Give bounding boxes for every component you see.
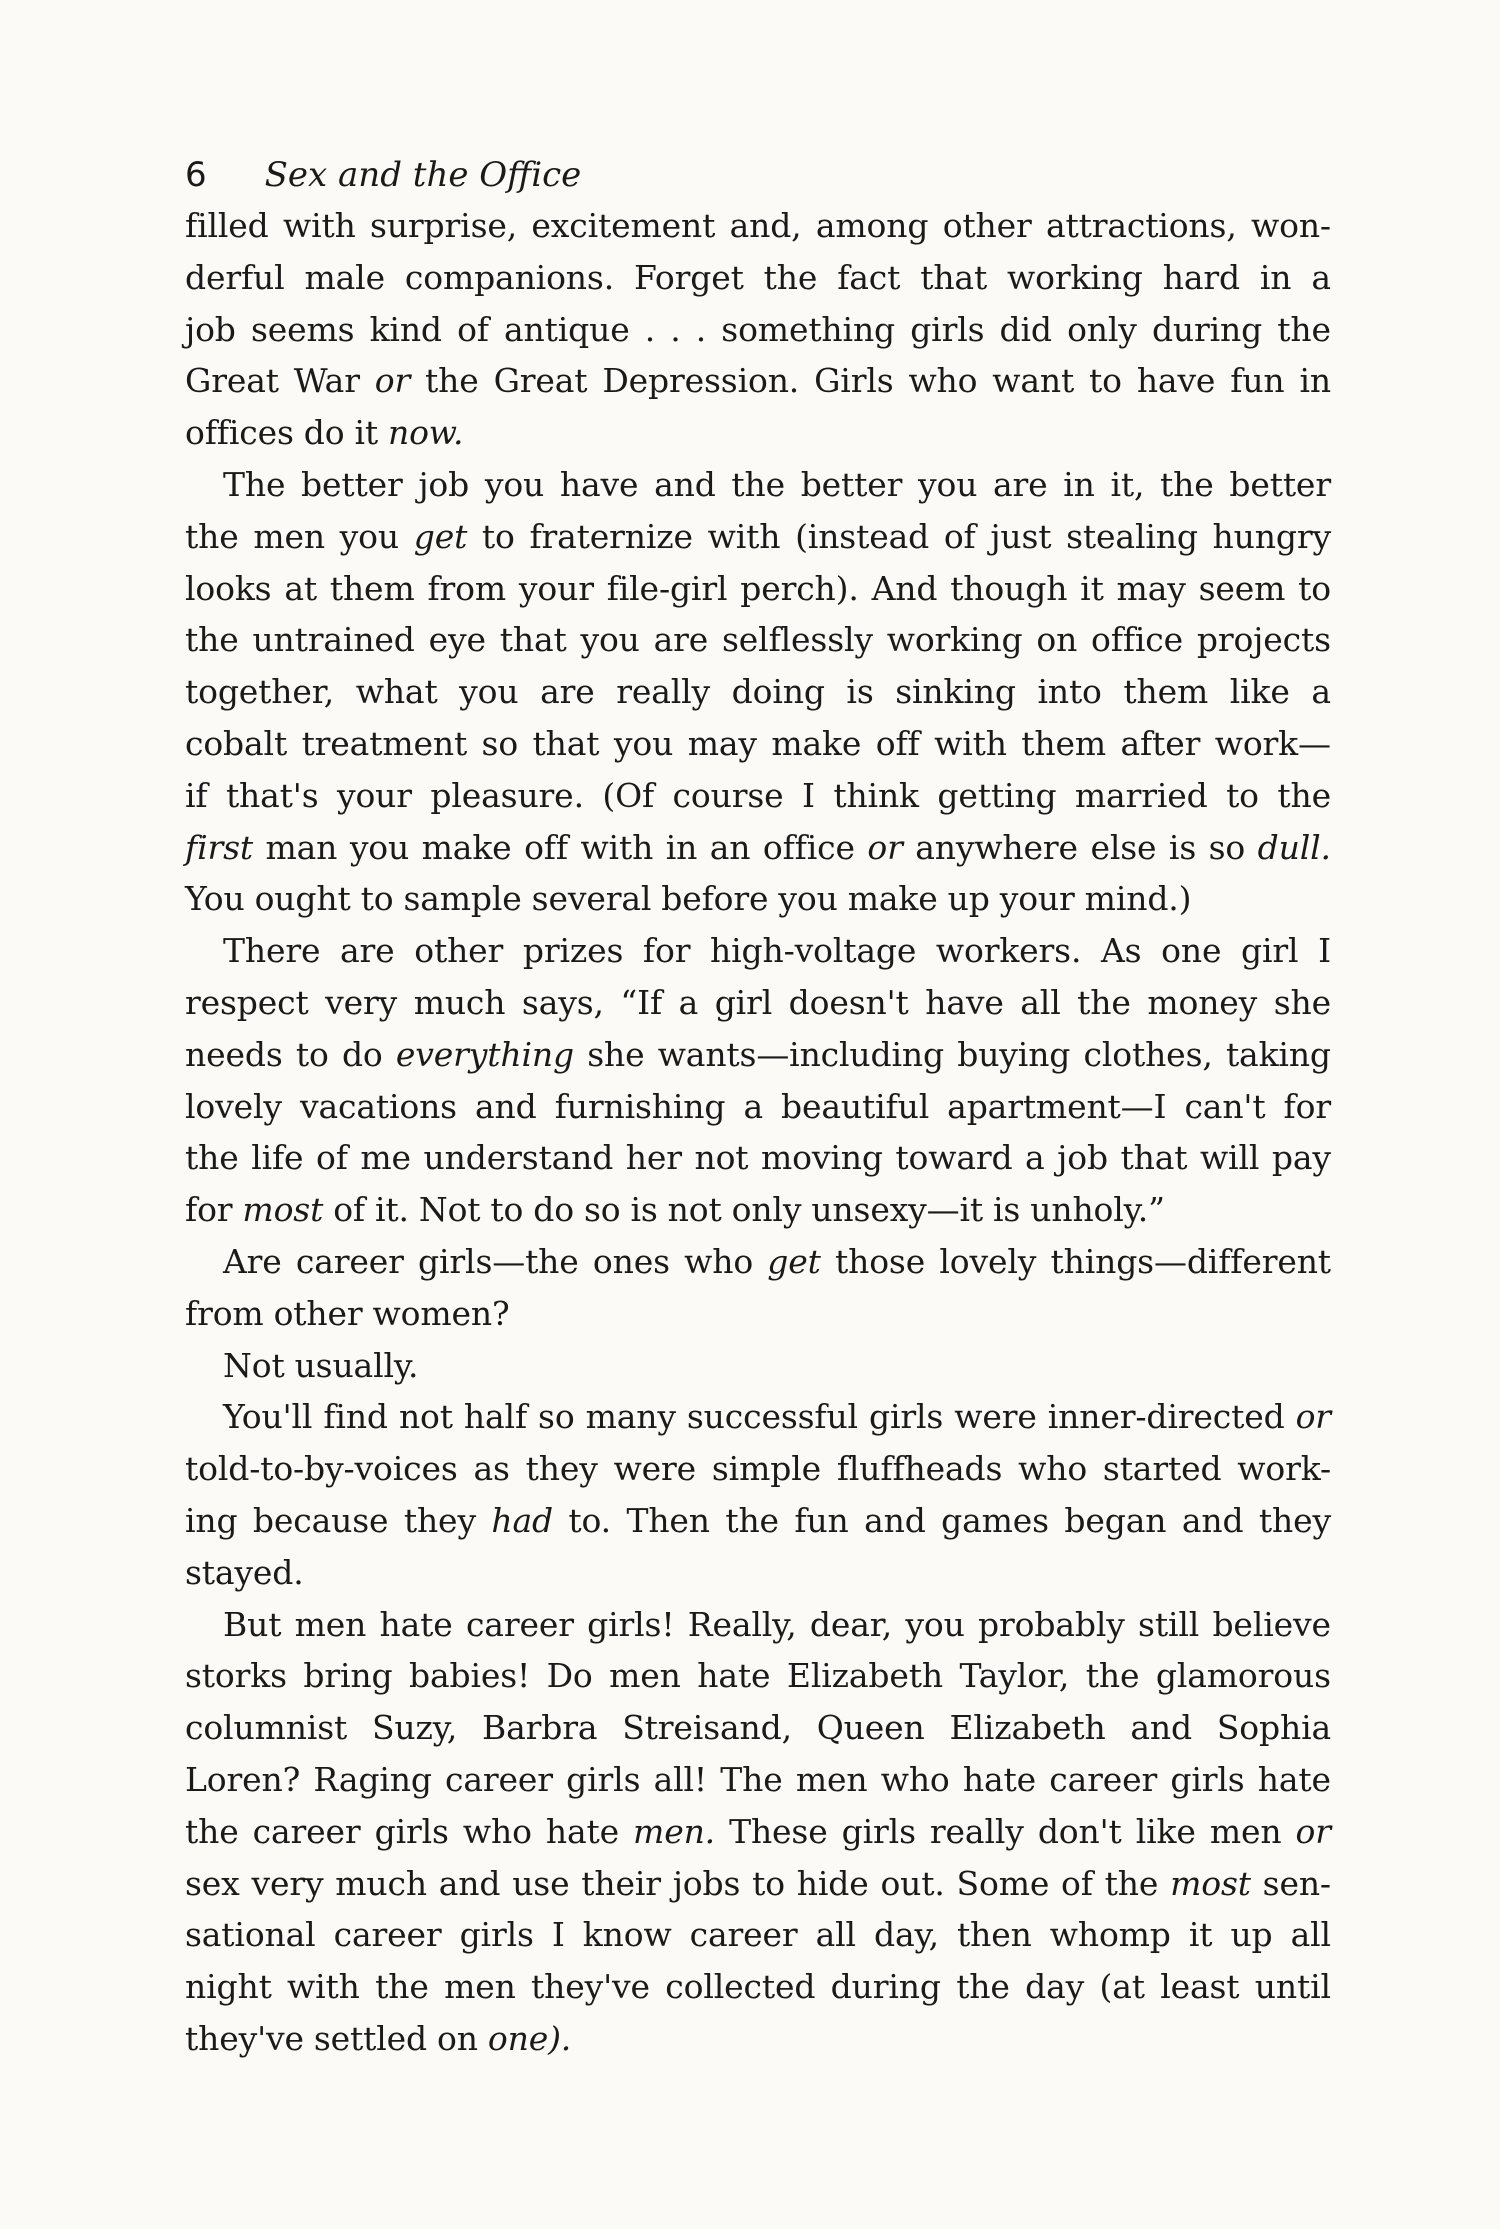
paragraph [185, 1391, 1331, 1598]
paragraph [185, 1599, 1331, 2065]
paragraph [185, 1236, 1331, 1340]
text-line: looks at them from your file-girl perch). And though it may seem to [185, 568, 1331, 608]
text-line: the untrained eye that you are selflessly working on office projects [185, 620, 1331, 660]
text-line: they've settled on one). [185, 2018, 572, 2058]
paragraph [185, 925, 1331, 1236]
text-line: derful male companions. Forget the fact that working hard in a [185, 257, 1331, 297]
text-line: The better job you have and the better you are in it, the better [223, 464, 1331, 504]
text-line: columnist Suzy, Barbra Streisand, Queen Elizabeth and Sophia [185, 1708, 1331, 1748]
text-line: if that's your pleasure. (Of course I think getting married to the [185, 775, 1331, 815]
paragraph [185, 459, 1331, 925]
text-line: Great War or the Great Depression. Girls who want to have fun in [185, 361, 1331, 401]
body-text [185, 200, 1331, 2065]
text-line: Are career girls—the ones who get those lovely things—different [223, 1241, 1331, 1281]
text-line: ing because they had to. Then the fun and games began and they [185, 1500, 1331, 1540]
text-line: the career girls who hate men. These girls really don't like men or [185, 1811, 1331, 1851]
paragraph [185, 200, 1331, 459]
running-title: Sex and the Office [264, 155, 582, 195]
text-line: storks bring babies! Do men hate Elizabeth Taylor, the glamorous [185, 1656, 1331, 1696]
text-line: There are other prizes for high-voltage workers. As one girl I [223, 931, 1331, 971]
text-line: But men hate career girls! Really, dear, you probably still believe [223, 1604, 1331, 1644]
text-line: cobalt treatment so that you may make off with them after work— [185, 723, 1331, 763]
book-page [185, 150, 1331, 2065]
text-line: from other women? [185, 1293, 510, 1333]
text-line: first man you make off with in an office or anywhere else is so dull. [185, 827, 1331, 867]
text-line: together, what you are really doing is sinking into them like a [185, 672, 1331, 712]
text-line: Loren? Raging career girls all! The men who hate career girls hate [185, 1759, 1331, 1799]
text-line: You ought to sample several before you make up your mind.) [185, 879, 1192, 919]
text-line: stayed. [185, 1552, 304, 1592]
text-line: the life of me understand her not moving toward a job that will pay [185, 1138, 1331, 1178]
text-line: night with the men they've collected during the day (at least until [185, 1967, 1331, 2007]
text-line: filled with surprise, excitement and, among other attractions, won- [185, 206, 1331, 245]
text-line: job seems kind of antique . . . something girls did only during the [185, 309, 1331, 349]
text-line: for most of it. Not to do so is not only unsexy—it is unholy.” [185, 1190, 1165, 1230]
text-line: respect very much says, “If a girl doesn't have all the money she [185, 982, 1331, 1022]
paragraph [185, 1340, 1331, 1392]
text-line: lovely vacations and furnishing a beautiful apartment—I can't for [185, 1086, 1331, 1126]
text-line: needs to do everything she wants—including buying clothes, taking [185, 1034, 1331, 1074]
text-line: told-to-by-voices as they were simple fluffheads who started work- [185, 1449, 1331, 1489]
text-line: sex very much and use their jobs to hide out. Some of the most sen- [185, 1863, 1331, 1903]
page-number: 6 [185, 155, 207, 195]
text-line: You'll find not half so many successful girls were inner-directed or [223, 1397, 1331, 1437]
text-line: sational career girls I know career all day, then whomp it up all [185, 1915, 1331, 1955]
running-head [185, 150, 1331, 200]
text-line: Not usually. [223, 1345, 419, 1385]
text-line: offices do it now. [185, 413, 464, 453]
text-line: the men you get to fraternize with (instead of just stealing hungry [185, 516, 1331, 556]
